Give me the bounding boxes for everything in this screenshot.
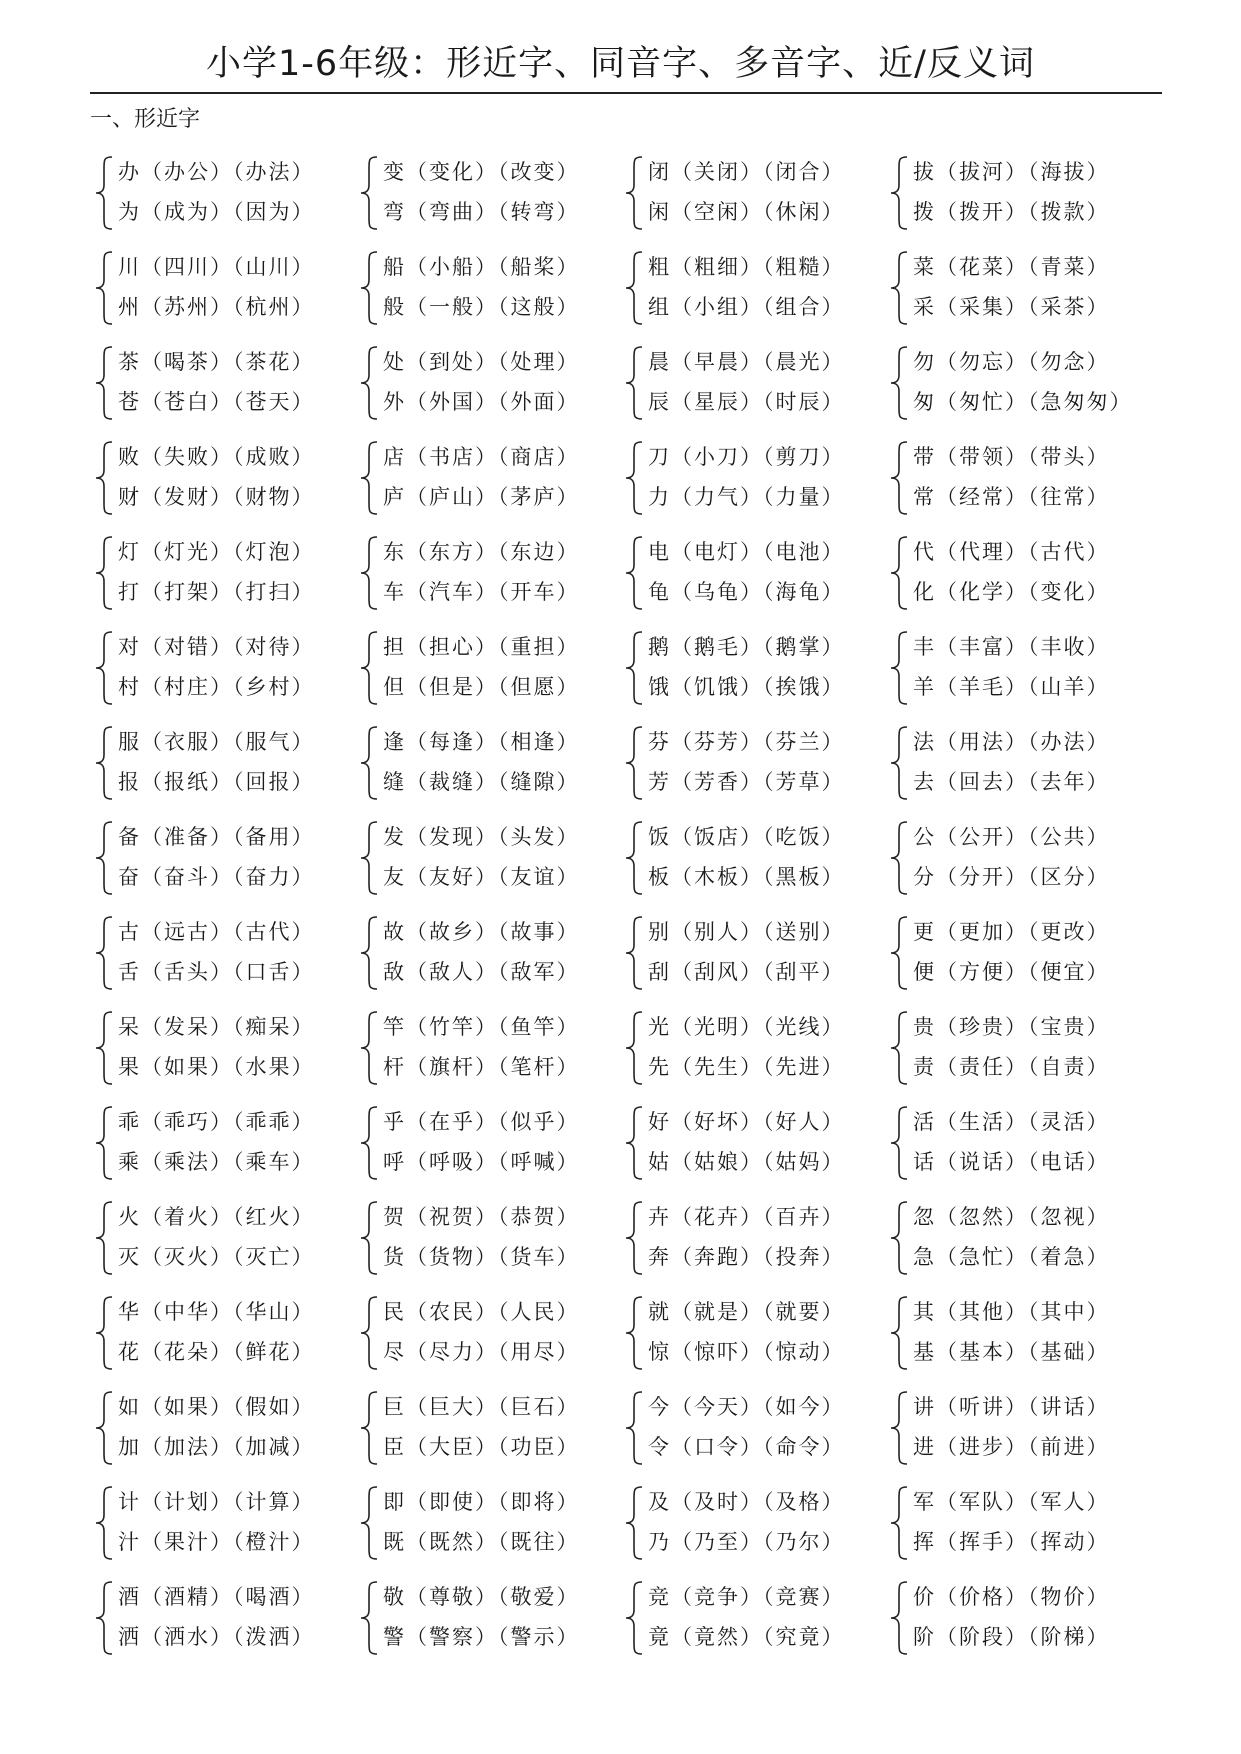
char-line-bottom: 缝（裁缝）（缝隙） [383,770,580,794]
char-line-top: 法（用法）（办法） [913,730,1110,754]
curly-brace-icon [887,1104,913,1182]
curly-brace-icon [887,819,913,897]
char-line-top: 价（价格）（物价） [913,1585,1110,1609]
char-line-top: 败（失败）（成败） [118,445,315,469]
char-line-top: 菜（花菜）（青菜） [913,255,1110,279]
char-line-bottom: 般（一般）（这般） [383,295,580,319]
char-line-top: 茶（喝茶）（茶花） [118,350,315,374]
char-group [357,1577,622,1672]
char-line-bottom: 苍（苍白）（苍天） [118,390,315,414]
char-line-top: 川（四川）（山川） [118,255,315,279]
curly-brace-icon [887,629,913,707]
char-group [92,1292,357,1387]
curly-brace-icon [92,629,118,707]
char-group [357,1292,622,1387]
char-group [622,1102,887,1197]
char-group [887,437,1152,532]
char-line-top: 逢（每逢）（相逢） [383,730,580,754]
char-line-top: 电（电灯）（电池） [648,540,845,564]
char-line-top: 对（对错）（对待） [118,635,315,659]
curly-brace-icon [887,1199,913,1277]
char-group [887,152,1152,247]
char-line-bottom: 话（说话）（电话） [913,1150,1110,1174]
curly-brace-icon [92,1104,118,1182]
char-line-bottom: 拨（拨开）（拨款） [913,200,1110,224]
char-line-top: 故（故乡）（故事） [383,920,580,944]
char-group [92,1577,357,1672]
char-line-top: 芬（芬芳）（芬兰） [648,730,845,754]
char-group [622,817,887,912]
char-group [622,1007,887,1102]
char-group [622,1482,887,1577]
char-group [92,912,357,1007]
char-line-top: 拔（拔河）（海拔） [913,160,1110,184]
char-line-bottom: 责（责任）（自责） [913,1055,1110,1079]
curly-brace-icon [622,914,648,992]
curly-brace-icon [887,1009,913,1087]
char-line-bottom: 竟（竟然）（究竟） [648,1625,845,1649]
char-line-top: 卉（花卉）（百卉） [648,1205,845,1229]
char-line-top: 带（带领）（带头） [913,445,1110,469]
char-line-bottom: 汁（果汁）（橙汁） [118,1530,315,1554]
char-line-top: 华（中华）（华山） [118,1300,315,1324]
char-group [357,342,622,437]
char-line-top: 好（好坏）（好人） [648,1110,845,1134]
char-group [357,912,622,1007]
curly-brace-icon [887,1484,913,1562]
char-line-bottom: 加（加法）（加减） [118,1435,315,1459]
page-title: 小学1-6年级：形近字、同音字、多音字、近/反义词 [206,44,1035,84]
char-group [887,1197,1152,1292]
char-line-bottom: 龟（乌龟）（海龟） [648,580,845,604]
char-line-top: 鹅（鹅毛）（鹅掌） [648,635,845,659]
char-line-bottom: 基（基本）（基础） [913,1340,1110,1364]
char-line-bottom: 饿（饥饿）（挨饿） [648,675,845,699]
curly-brace-icon [887,249,913,327]
char-group [887,627,1152,722]
curly-brace-icon [357,249,383,327]
char-line-bottom: 分（分开）（区分） [913,865,1110,889]
curly-brace-icon [622,344,648,422]
curly-brace-icon [357,629,383,707]
curly-brace-icon [357,1294,383,1372]
char-line-bottom: 财（发财）（财物） [118,485,315,509]
char-line-bottom: 去（回去）（去年） [913,770,1110,794]
char-line-top: 船（小船）（船桨） [383,255,580,279]
char-line-top: 古（远古）（古代） [118,920,315,944]
curly-brace-icon [357,724,383,802]
char-line-top: 巨（巨大）（巨石） [383,1395,580,1419]
char-line-top: 如（如果）（假如） [118,1395,315,1419]
char-line-top: 发（发现）（头发） [383,825,580,849]
char-line-top: 公（公开）（公共） [913,825,1110,849]
curly-brace-icon [357,1009,383,1087]
curly-brace-icon [357,534,383,612]
curly-brace-icon [622,1009,648,1087]
char-group [357,1102,622,1197]
curly-brace-icon [622,1199,648,1277]
char-line-bottom: 灭（灭火）（灭亡） [118,1245,315,1269]
char-group [887,1387,1152,1482]
char-line-top: 闭（关闭）（闭合） [648,160,845,184]
char-line-top: 就（就是）（就要） [648,1300,845,1324]
char-group [887,342,1152,437]
curly-brace-icon [92,1484,118,1562]
char-group [887,817,1152,912]
char-line-bottom: 刮（刮风）（刮平） [648,960,845,984]
char-line-top: 更（更加）（更改） [913,920,1110,944]
char-line-bottom: 庐（庐山）（茅庐） [383,485,580,509]
curly-brace-icon [92,724,118,802]
char-group [357,532,622,627]
char-group [92,817,357,912]
curly-brace-icon [92,1199,118,1277]
curly-brace-icon [92,1389,118,1467]
curly-brace-icon [622,819,648,897]
section-heading: 一、形近字 [90,107,201,132]
curly-brace-icon [357,1484,383,1562]
char-group [92,627,357,722]
char-line-bottom: 尽（尽力）（用尽） [383,1340,580,1364]
char-line-top: 办（办公）（办法） [118,160,315,184]
char-group [92,1482,357,1577]
char-line-top: 饭（饭店）（吃饭） [648,825,845,849]
curly-brace-icon [357,914,383,992]
curly-brace-icon [887,344,913,422]
char-line-top: 民（农民）（人民） [383,1300,580,1324]
char-line-top: 其（其他）（其中） [913,1300,1110,1324]
char-group [357,817,622,912]
char-group [622,342,887,437]
char-line-top: 处（到处）（处理） [383,350,580,374]
char-group [887,247,1152,342]
char-group [357,1387,622,1482]
char-line-bottom: 奔（奔跑）（投奔） [648,1245,845,1269]
char-line-top: 代（代理）（古代） [913,540,1110,564]
curly-brace-icon [887,1389,913,1467]
char-line-top: 刀（小刀）（剪刀） [648,445,845,469]
char-line-bottom: 惊（惊吓）（惊动） [648,1340,845,1364]
char-line-top: 贵（珍贵）（宝贵） [913,1015,1110,1039]
char-line-bottom: 警（警察）（警示） [383,1625,580,1649]
char-line-bottom: 阶（阶段）（阶梯） [913,1625,1110,1649]
char-line-bottom: 板（木板）（黑板） [648,865,845,889]
char-line-top: 忽（忽然）（忽视） [913,1205,1110,1229]
curly-brace-icon [92,914,118,992]
char-line-bottom: 花（花朵）（鲜花） [118,1340,315,1364]
char-line-bottom: 杆（旗杆）（笔杆） [383,1055,580,1079]
char-line-top: 即（即使）（即将） [383,1490,580,1514]
curly-brace-icon [622,1294,648,1372]
char-group [622,437,887,532]
char-group [92,247,357,342]
curly-brace-icon [622,1389,648,1467]
char-group [357,247,622,342]
char-line-bottom: 辰（星辰）（时辰） [648,390,845,414]
char-line-bottom: 友（友好）（友谊） [383,865,580,889]
char-line-top: 灯（灯光）（灯泡） [118,540,315,564]
curly-brace-icon [357,344,383,422]
char-group [92,152,357,247]
char-line-top: 乎（在乎）（似乎） [383,1110,580,1134]
char-line-bottom: 挥（挥手）（挥动） [913,1530,1110,1554]
char-line-bottom: 急（急忙）（着急） [913,1245,1110,1269]
char-group [92,1387,357,1482]
char-line-top: 乖（乖巧）（乖乖） [118,1110,315,1134]
char-line-top: 丰（丰富）（丰收） [913,635,1110,659]
char-line-bottom: 打（打架）（打扫） [118,580,315,604]
char-group [622,247,887,342]
char-line-bottom: 州（苏州）（杭州） [118,295,315,319]
char-line-bottom: 组（小组）（组合） [648,295,845,319]
curly-brace-icon [92,819,118,897]
char-line-bottom: 闲（空闲）（休闲） [648,200,845,224]
char-group [887,532,1152,627]
curly-brace-icon [357,439,383,517]
curly-brace-icon [357,1104,383,1182]
char-line-bottom: 便（方便）（便宜） [913,960,1110,984]
char-line-top: 活（生活）（灵活） [913,1110,1110,1134]
curly-brace-icon [357,154,383,232]
curly-brace-icon [92,1294,118,1372]
char-line-bottom: 化（化学）（变化） [913,580,1110,604]
char-line-bottom: 报（报纸）（回报） [118,770,315,794]
char-line-top: 竿（竹竿）（鱼竿） [383,1015,580,1039]
char-line-bottom: 货（货物）（货车） [383,1245,580,1269]
char-line-bottom: 进（进步）（前进） [913,1435,1110,1459]
char-line-top: 酒（酒精）（喝酒） [118,1585,315,1609]
curly-brace-icon [622,1484,648,1562]
char-group [887,1102,1152,1197]
char-line-top: 店（书店）（商店） [383,445,580,469]
curly-brace-icon [622,1104,648,1182]
char-group [92,532,357,627]
curly-brace-icon [622,534,648,612]
char-group [622,1197,887,1292]
curly-brace-icon [887,724,913,802]
char-line-top: 东（东方）（东边） [383,540,580,564]
char-group [92,1007,357,1102]
char-line-top: 竞（竞争）（竞赛） [648,1585,845,1609]
curly-brace-icon [887,1294,913,1372]
title-divider [90,92,1162,94]
char-line-bottom: 乃（乃至）（乃尔） [648,1530,845,1554]
curly-brace-icon [92,439,118,517]
char-group [622,1292,887,1387]
curly-brace-icon [887,914,913,992]
char-group [622,1577,887,1672]
curly-brace-icon [622,154,648,232]
char-group [357,627,622,722]
char-group [887,1007,1152,1102]
curly-brace-icon [622,724,648,802]
char-line-bottom: 敌（敌人）（敌军） [383,960,580,984]
char-line-bottom: 但（但是）（但愿） [383,675,580,699]
char-line-top: 贺（祝贺）（恭贺） [383,1205,580,1229]
character-pair-grid [92,152,1152,1672]
char-line-top: 别（别人）（送别） [648,920,845,944]
char-group [887,722,1152,817]
char-line-bottom: 令（口令）（命令） [648,1435,845,1459]
char-line-bottom: 力（力气）（力量） [648,485,845,509]
char-line-bottom: 洒（洒水）（泼洒） [118,1625,315,1649]
char-line-bottom: 果（如果）（水果） [118,1055,315,1079]
char-group [622,912,887,1007]
char-group [887,912,1152,1007]
char-group [622,627,887,722]
char-line-bottom: 常（经常）（往常） [913,485,1110,509]
char-group [357,1007,622,1102]
curly-brace-icon [887,534,913,612]
char-group [622,532,887,627]
curly-brace-icon [887,1579,913,1657]
char-line-bottom: 姑（姑娘）（姑妈） [648,1150,845,1174]
char-group [92,1197,357,1292]
char-line-bottom: 车（汽车）（开车） [383,580,580,604]
char-group [357,1197,622,1292]
char-group [92,437,357,532]
char-line-bottom: 外（外国）（外面） [383,390,580,414]
char-line-top: 呆（发呆）（痴呆） [118,1015,315,1039]
char-line-bottom: 为（成为）（因为） [118,200,315,224]
char-line-top: 及（及时）（及格） [648,1490,845,1514]
curly-brace-icon [92,1009,118,1087]
curly-brace-icon [622,439,648,517]
curly-brace-icon [92,534,118,612]
char-line-top: 变（变化）（改变） [383,160,580,184]
char-group [357,722,622,817]
char-line-top: 服（衣服）（服气） [118,730,315,754]
char-line-bottom: 舌（舌头）（口舌） [118,960,315,984]
curly-brace-icon [887,439,913,517]
char-line-bottom: 既（既然）（既往） [383,1530,580,1554]
char-group [887,1292,1152,1387]
curly-brace-icon [622,629,648,707]
curly-brace-icon [92,154,118,232]
char-line-top: 军（军队）（军人） [913,1490,1110,1514]
char-group [887,1577,1152,1672]
char-line-top: 讲（听讲）（讲话） [913,1395,1110,1419]
curly-brace-icon [622,249,648,327]
char-line-top: 火（着火）（红火） [118,1205,315,1229]
char-line-bottom: 弯（弯曲）（转弯） [383,200,580,224]
char-line-top: 粗（粗细）（粗糙） [648,255,845,279]
char-group [357,437,622,532]
char-group [92,1102,357,1197]
char-line-bottom: 采（采集）（采茶） [913,295,1110,319]
char-line-top: 敬（尊敬）（敬爱） [383,1585,580,1609]
char-line-bottom: 羊（羊毛）（山羊） [913,675,1110,699]
char-group [357,152,622,247]
char-line-top: 勿（勿忘）（勿念） [913,350,1110,374]
curly-brace-icon [92,1579,118,1657]
char-group [92,342,357,437]
curly-brace-icon [92,344,118,422]
char-line-bottom: 臣（大臣）（功臣） [383,1435,580,1459]
char-group [887,1482,1152,1577]
char-line-top: 备（准备）（备用） [118,825,315,849]
char-line-top: 晨（早晨）（晨光） [648,350,845,374]
char-group [92,722,357,817]
char-group [622,1387,887,1482]
curly-brace-icon [357,1199,383,1277]
char-line-bottom: 奋（奋斗）（奋力） [118,865,315,889]
char-line-top: 光（光明）（光线） [648,1015,845,1039]
curly-brace-icon [887,154,913,232]
curly-brace-icon [357,1389,383,1467]
curly-brace-icon [622,1579,648,1657]
char-group [622,152,887,247]
char-group [622,722,887,817]
char-line-bottom: 乘（乘法）（乘车） [118,1150,315,1174]
char-line-bottom: 村（村庄）（乡村） [118,675,315,699]
char-line-bottom: 先（先生）（先进） [648,1055,845,1079]
char-line-bottom: 芳（芳香）（芳草） [648,770,845,794]
curly-brace-icon [357,1579,383,1657]
char-line-bottom: 呼（呼吸）（呼喊） [383,1150,580,1174]
char-line-top: 今（今天）（如今） [648,1395,845,1419]
char-line-top: 计（计划）（计算） [118,1490,315,1514]
char-group [357,1482,622,1577]
char-line-top: 担（担心）（重担） [383,635,580,659]
curly-brace-icon [357,819,383,897]
char-line-bottom: 匆（匆忙）（急匆匆） [913,390,1133,414]
curly-brace-icon [92,249,118,327]
